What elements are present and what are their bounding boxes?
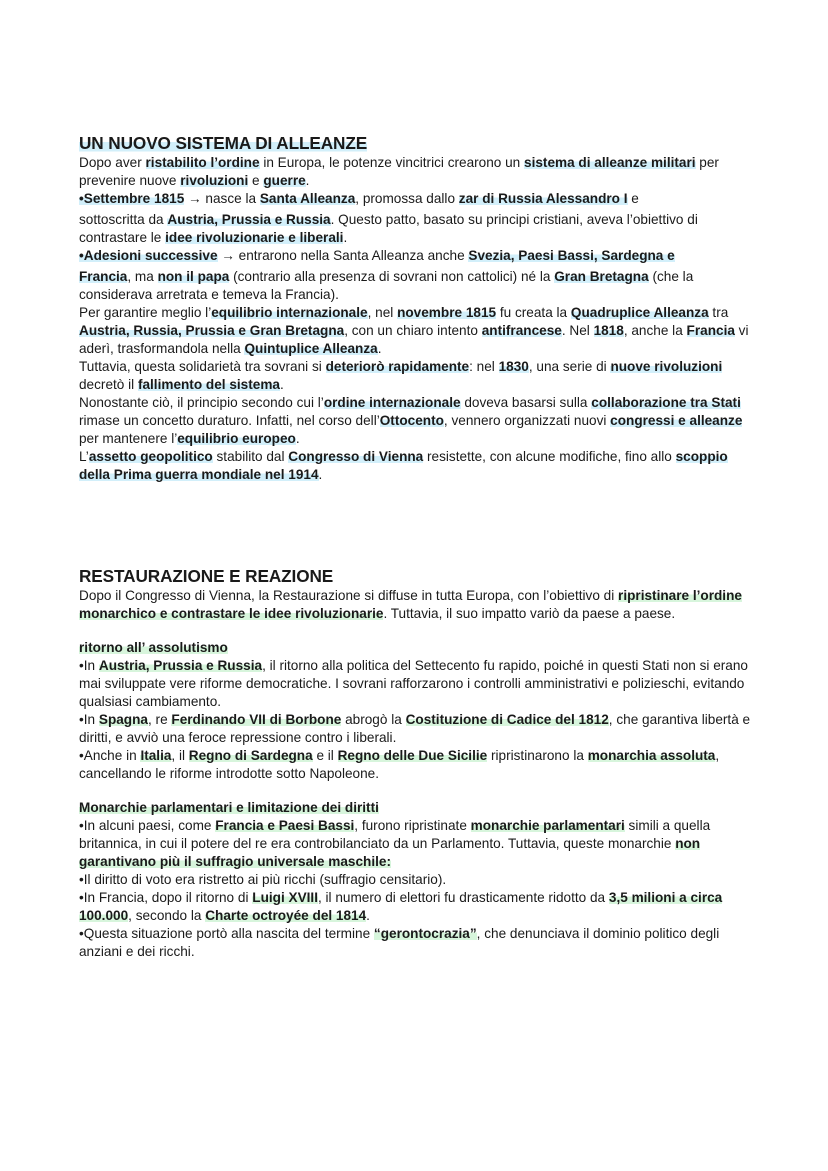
highlighted-term: equilibrio europeo xyxy=(177,431,296,446)
highlighted-term: “gerontocrazia” xyxy=(373,926,477,941)
highlighted-term: 3,5 milioni a circa 100.000 xyxy=(79,890,723,923)
body-assolutismo xyxy=(79,657,755,783)
highlighted-term: 1830 xyxy=(498,359,529,374)
section-body-alleanze xyxy=(79,154,755,484)
highlighted-term: equilibrio internazionale xyxy=(211,305,368,320)
highlighted-term: Luigi XVIII xyxy=(252,890,318,905)
highlighted-term: guerre xyxy=(263,173,306,188)
highlighted-term: rivoluzioni xyxy=(180,173,249,188)
highlighted-term: non garantivano più il suffragio universale maschile: xyxy=(79,836,701,869)
spacer xyxy=(79,623,755,639)
highlighted-term: sistema di alleanze militari xyxy=(524,155,696,170)
paragraph: •Adesioni successive → entrarono nella Santa Alleanza anche Svezia, Paesi Bassi, Sardegna e xyxy=(79,248,675,263)
highlighted-term: Italia xyxy=(140,748,172,763)
paragraph: sottoscritta da Austria, Prussia e Russia. Questo patto, basato su principi cristiani, aveva l’obiettivo di contrastare le idee rivoluzionarie e liberali. xyxy=(79,212,698,245)
highlighted-term: Quadruplice Alleanza xyxy=(570,305,709,320)
highlighted-term: fallimento del sistema xyxy=(137,377,280,392)
paragraph: Tuttavia, questa solidarietà tra sovrani si deteriorò rapidamente: nel 1830, una serie di nuove rivoluzioni decretò il fallimento del sistema. xyxy=(79,359,723,392)
highlighted-term: Costituzione di Cadice del 1812 xyxy=(405,712,609,727)
subheading-assolutismo-text: ritorno all’ assolutismo xyxy=(79,640,228,655)
highlighted-term: ripristinare l’ordine monarchico e contrastare le idee rivoluzionarie xyxy=(79,588,742,621)
highlighted-term: Francia xyxy=(79,269,128,284)
highlighted-term: antifrancese xyxy=(481,323,562,338)
paragraph: Dopo aver ristabilito l’ordine in Europa, le potenze vincitrici crearono un sistema di alleanze militari per prevenire nuove rivoluzioni e guerre. xyxy=(79,155,719,188)
highlighted-term: collaborazione tra Stati xyxy=(591,395,741,410)
highlighted-term: •Settembre 1815 xyxy=(79,191,185,206)
highlighted-term: Austria, Russia, Prussia e Gran Bretagna xyxy=(79,323,345,338)
section-title-alleanze: UN NUOVO SISTEMA DI ALLEANZE xyxy=(79,133,368,153)
paragraph: •Settembre 1815 → nasce la Santa Alleanza, promossa dallo zar di Russia Alessandro I e xyxy=(79,191,639,206)
highlighted-term: Regno di Sardegna xyxy=(188,748,313,763)
highlighted-term: ristabilito l’ordine xyxy=(145,155,260,170)
paragraph: •Anche in Italia, il Regno di Sardegna e il Regno delle Due Sicilie ripristinarono la monarchia assoluta, cancellando le riforme introdotte sotto Napoleone. xyxy=(79,748,720,781)
paragraph: •In Francia, dopo il ritorno di Luigi XVIII, il numero di elettori fu drasticamente ridotto da 3,5 milioni a circa 100.000, secondo la Charte octroyée del 1814. xyxy=(79,890,723,923)
subheading-monarchie-text: Monarchie parlamentari e limitazione dei diritti xyxy=(79,800,379,815)
section-alleanze xyxy=(79,133,755,484)
section-title-restaurazione: RESTAURAZIONE E REAZIONE xyxy=(79,566,334,586)
paragraph: Nonostante ciò, il principio secondo cui l’ordine internazionale doveva basarsi sulla collaborazione tra Stati rimase un concetto duraturo. Infatti, nel corso dell’Ottocento, vennero organizzati nuovi congressi e alleanze per mantenere l’equilibrio europeo. xyxy=(79,395,743,446)
paragraph: Francia, ma non il papa (contrario alla presenza di sovrani non cattolici) né la Gran Bretagna (che la considerava arretrata e temeva la Francia). xyxy=(79,269,694,302)
paragraph: •In Spagna, re Ferdinando VII di Borbone abrogò la Costituzione di Cadice del 1812, che garantiva libertà e diritti, e avviò una feroce repressione contro i liberali. xyxy=(79,712,751,745)
intro-paragraph: Dopo il Congresso di Vienna, la Restaurazione si diffuse in tutta Europa, con l’obiettivo di ripristinare l’ordine monarchico e contrastare le idee rivoluzionarie. Tuttavia, il suo impatto variò da paese a paese. xyxy=(79,588,742,621)
highlighted-term: monarchia assoluta xyxy=(587,748,716,763)
section-restaurazione xyxy=(79,566,755,961)
paragraph: •In alcuni paesi, come Francia e Paesi Bassi, furono ripristinate monarchie parlamentari simili a quella britannica, in cui il potere del re era controbilanciato da un Parlamento. Tuttavia, queste monarchie non garantivano più il suffragio universale maschile: xyxy=(79,818,711,869)
highlighted-term: Gran Bretagna xyxy=(554,269,649,284)
highlighted-term: Spagna xyxy=(98,712,148,727)
paragraph: •In Austria, Prussia e Russia, il ritorno alla politica del Settecento fu rapido, poiché in questi Stati non si erano mai sviluppate vere riforme democratiche. I sovrani rafforzarono i controlli amministrativi e polizieschi, evitando qualsiasi cambiamento. xyxy=(79,658,748,709)
highlighted-term: Regno delle Due Sicilie xyxy=(337,748,488,763)
highlighted-term: monarchie parlamentari xyxy=(470,818,625,833)
highlighted-term: Santa Alleanza xyxy=(259,191,356,206)
paragraph: •Questa situazione portò alla nascita del termine “gerontocrazia”, che denunciava il dominio politico degli anziani e dei ricchi. xyxy=(79,926,720,959)
highlighted-term: Charte octroyée del 1814 xyxy=(205,908,367,923)
highlighted-term: scoppio della Prima guerra mondiale nel 1914 xyxy=(79,449,728,482)
highlighted-term: Austria, Prussia e Russia xyxy=(167,212,331,227)
highlighted-term: idee rivoluzionarie e liberali xyxy=(165,230,344,245)
paragraph: Per garantire meglio l’equilibrio internazionale, nel novembre 1815 fu creata la Quadruplice Alleanza tra Austria, Russia, Prussia e Gran Bretagna, con un chiaro intento antifrancese. Nel 1818, anche la Francia vi aderì, trasformandola nella Quintuplice Alleanza. xyxy=(79,305,749,356)
body-monarchie xyxy=(79,817,755,961)
highlighted-term: Austria, Prussia e Russia xyxy=(98,658,263,673)
highlighted-term: Francia e Paesi Bassi xyxy=(215,818,355,833)
highlighted-term: zar di Russia Alessandro I xyxy=(458,191,628,206)
highlighted-term: novembre 1815 xyxy=(397,305,497,320)
highlighted-term: Francia xyxy=(686,323,735,338)
subheading-assolutismo xyxy=(79,639,755,657)
highlighted-term: 1818 xyxy=(593,323,624,338)
spacer xyxy=(79,783,755,799)
highlighted-term: deteriorò rapidamente xyxy=(325,359,470,374)
highlighted-term: assetto geopolitico xyxy=(88,449,213,464)
highlighted-term: •Adesioni successive xyxy=(79,248,218,263)
subheading-monarchie xyxy=(79,799,755,817)
highlighted-term: Congresso di Vienna xyxy=(288,449,424,464)
highlighted-term: Quintuplice Alleanza xyxy=(244,341,378,356)
highlighted-term: congressi e alleanze xyxy=(610,413,743,428)
paragraph: •Il diritto di voto era ristretto ai più ricchi (suffragio censitario). xyxy=(79,872,447,887)
highlighted-term: Ferdinando VII di Borbone xyxy=(171,712,342,727)
highlighted-term: nuove rivoluzioni xyxy=(610,359,723,374)
paragraph: L’assetto geopolitico stabilito dal Congresso di Vienna resistette, con alcune modifiche, fino allo scoppio della Prima guerra mondiale nel 1914. xyxy=(79,449,728,482)
highlighted-term: ordine internazionale xyxy=(323,395,461,410)
highlighted-term: Ottocento xyxy=(379,413,444,428)
highlighted-term: Svezia, Paesi Bassi, Sardegna e xyxy=(468,248,675,263)
highlighted-term: non il papa xyxy=(157,269,230,284)
